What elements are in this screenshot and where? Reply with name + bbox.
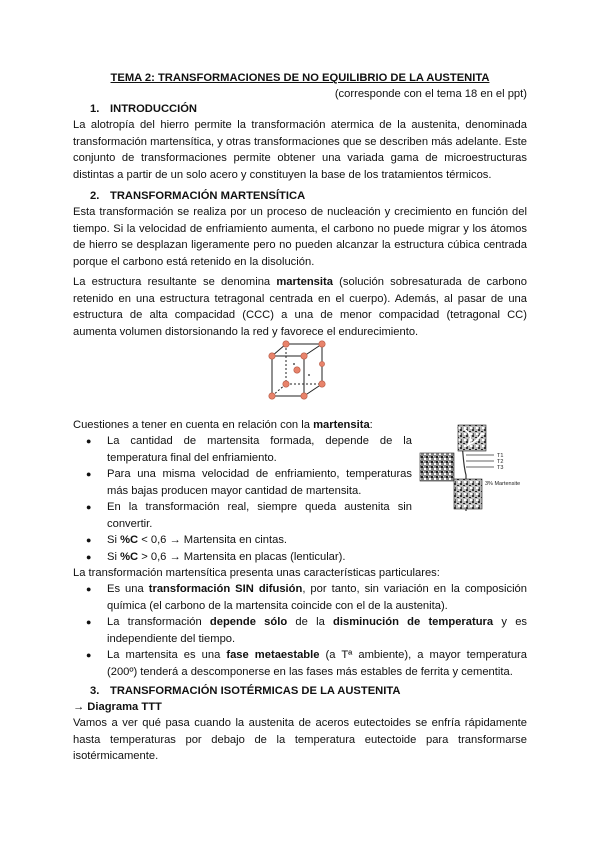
section-2-paragraph-2: [73, 274, 527, 340]
label-t3: T3: [497, 465, 504, 471]
text-run: , por tanto, sin variación en la composición química (el carbono de la martensita coincide con el de la austenita).: [107, 583, 527, 612]
text-run: La transformación: [107, 616, 210, 628]
atom-markers: [269, 341, 325, 399]
label-t2: T2: [497, 459, 504, 465]
figure-caption: 3% Martensite: [485, 481, 521, 487]
label-t1: T1: [497, 453, 504, 459]
tetragonal-cell-diagram: [262, 338, 342, 408]
text-run: (solución sobresaturada de carbono retenido en una estructura tetragonal centrada en el cuerpo). Además, al pasar de una estructura de alta compacidad (CCC) a una de menor compacidad (tetragonal CC) aumenta volumen distorsionando la red y favorece el endurecimiento.: [73, 276, 527, 338]
document-title: TEMA 2: TRANSFORMACIONES DE NO EQUILIBRIO DE LA AUSTENITA: [110, 72, 490, 84]
list-item: [82, 614, 527, 647]
term-disminucion-temperatura: disminución de temperatura: [333, 616, 494, 628]
micrograph-left: [420, 453, 454, 481]
term-martensita: martensita: [313, 419, 370, 431]
list-item: [82, 581, 527, 614]
text-run: :: [369, 419, 373, 431]
text-run: La martensita es una: [107, 649, 227, 661]
section-3-title: TRANSFORMACIÓN ISOTÉRMICAS DE LA AUSTENITA: [110, 685, 401, 697]
section-1-heading: [90, 101, 197, 118]
document-subtitle: (corresponde con el tema 18 en el ppt): [334, 88, 527, 100]
text-run: (a Tª ambiente), a mayor temperatura (200º) tenderá a descomponerse en las fases más estables de ferrita y cementita.: [107, 649, 527, 678]
text-run: Si: [107, 534, 121, 546]
term-fase-metaestable: fase metaestable: [226, 649, 320, 661]
section-1-paragraph: La alotropía del hierro permite la transformación atermica de la austenita, denominada transformación martensítica, y otras transformaciones que se describen más adelante. Este conjunto de transformaciones permite obtener una variada gama de microestructuras distintas a partir de un solo acero y constituyen la base de los tratamientos térmicos.: [73, 119, 527, 181]
text-run: Si: [107, 550, 121, 563]
list-item: ● Para una misma velocidad de enfriamiento, temperaturas más bajas producen mayor cantidad de martensita.: [82, 466, 412, 499]
text-run: La estructura resultante se denomina: [73, 276, 277, 288]
text-run: < 0,6 → Martensita en cintas.: [138, 534, 288, 546]
text-run: > 0,6 → Martensita en placas (lenticular).: [138, 550, 346, 563]
micrograph-top: [458, 425, 486, 451]
term-martensita: martensita: [276, 276, 333, 288]
section-3-number: 3.: [90, 685, 100, 697]
section-2-heading: [90, 188, 305, 205]
term-carbon: %C: [120, 534, 139, 546]
section-1-title: INTRODUCCIÓN: [110, 103, 198, 115]
text-run: de la: [287, 616, 334, 628]
text-run: Es una: [107, 583, 149, 595]
section-1-number: 1.: [90, 103, 100, 115]
section-3-heading: [90, 683, 400, 700]
list-item: ● En la transformación real, siempre queda austenita sin convertir.: [82, 499, 412, 532]
micrograph-bottom: [454, 479, 482, 509]
section-3-paragraph: Vamos a ver qué pasa cuando la austenita de aceros eutectoides se enfría rápidamente hasta temperaturas por debajo de la temperatura eutectoide para transformarse isotérmicamente.: [73, 717, 527, 762]
ttt-diagram-subheading: → Diagrama TTT: [73, 701, 162, 713]
term-depende-solo: depende sólo: [209, 616, 288, 628]
section-2-number: 2.: [90, 190, 100, 202]
list-item: [82, 549, 412, 566]
text-run: Cuestiones a tener en cuenta en relación con la: [73, 419, 314, 431]
questions-list: [82, 433, 412, 565]
section-2-title: TRANSFORMACIÓN MARTENSÍTICA: [110, 190, 306, 202]
list-item: [82, 647, 527, 680]
martensite-micrograph-figure: [418, 423, 530, 515]
characteristics-intro: La transformación martensítica presenta unas características particulares:: [73, 567, 440, 579]
list-item: ● La cantidad de martensita formada, depende de la temperatura final del enfriamiento.: [82, 433, 412, 466]
characteristics-list: [82, 581, 527, 680]
list-item: [82, 532, 412, 549]
text-run: y es independiente del tiempo.: [107, 616, 528, 645]
term-sin-difusion: transformación SIN difusión: [148, 583, 303, 595]
term-carbon: %C: [120, 550, 139, 563]
section-2-paragraph-1: Esta transformación se realiza por un proceso de nucleación y crecimiento en función del tiempo. Si la velocidad de enfriamiento aumenta, el carbono no puede migrar y los átomos de hierro se desplazan ligeramente pero no pueden alcanzar la estructura cúbica centrada porque el carbono está retenido en la disolución.: [73, 206, 527, 268]
